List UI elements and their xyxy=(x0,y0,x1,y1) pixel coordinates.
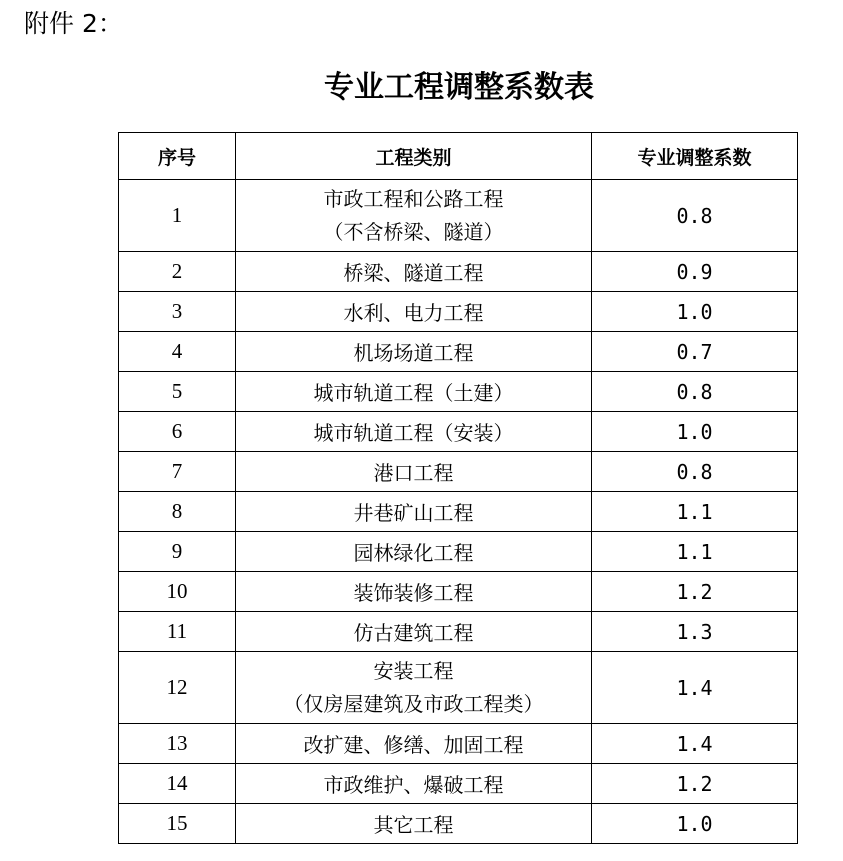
table-row xyxy=(119,492,798,532)
row-index: 4 xyxy=(119,332,236,372)
table-row xyxy=(119,652,798,724)
row-coefficient: 1.0 xyxy=(592,412,798,452)
row-coefficient: 0.8 xyxy=(592,372,798,412)
row-coefficient: 1.0 xyxy=(592,804,798,844)
table-row xyxy=(119,332,798,372)
table-row xyxy=(119,764,798,804)
row-coefficient: 0.7 xyxy=(592,332,798,372)
row-coefficient: 0.9 xyxy=(592,252,798,292)
row-category: 水利、电力工程 xyxy=(236,292,592,332)
row-index: 7 xyxy=(119,452,236,492)
row-category: 城市轨道工程（土建） xyxy=(236,372,592,412)
row-index: 10 xyxy=(119,572,236,612)
table-row xyxy=(119,532,798,572)
row-category: 装饰装修工程 xyxy=(236,572,592,612)
row-coefficient: 1.2 xyxy=(592,764,798,804)
row-category: 井巷矿山工程 xyxy=(236,492,592,532)
table-row xyxy=(119,412,798,452)
header-category: 工程类别 xyxy=(236,133,592,180)
row-coefficient: 0.8 xyxy=(592,180,798,252)
table-header xyxy=(119,133,798,180)
row-index: 9 xyxy=(119,532,236,572)
row-category xyxy=(236,180,592,252)
header-row xyxy=(119,133,798,180)
table-row xyxy=(119,612,798,652)
row-category: 港口工程 xyxy=(236,452,592,492)
category-note: （不含桥梁、隧道） xyxy=(323,219,504,244)
row-coefficient: 1.4 xyxy=(592,724,798,764)
row-index: 13 xyxy=(119,724,236,764)
row-index: 8 xyxy=(119,492,236,532)
category-note: （仅房屋建筑及市政工程类） xyxy=(283,691,544,716)
table-row xyxy=(119,724,798,764)
document-title: 专业工程调整系数表 xyxy=(324,70,594,105)
row-category: 其它工程 xyxy=(236,804,592,844)
row-index: 3 xyxy=(119,292,236,332)
row-coefficient: 1.1 xyxy=(592,492,798,532)
row-category: 园林绿化工程 xyxy=(236,532,592,572)
row-category xyxy=(236,652,592,724)
table-row xyxy=(119,372,798,412)
row-coefficient: 0.8 xyxy=(592,452,798,492)
header-index: 序号 xyxy=(119,133,236,180)
category-name: 安装工程 xyxy=(373,658,454,683)
row-coefficient: 1.1 xyxy=(592,532,798,572)
table-row xyxy=(119,804,798,844)
row-category: 市政维护、爆破工程 xyxy=(236,764,592,804)
row-coefficient: 1.4 xyxy=(592,652,798,724)
row-category: 桥梁、隧道工程 xyxy=(236,252,592,292)
header-coefficient: 专业调整系数 xyxy=(592,133,798,180)
row-coefficient: 1.3 xyxy=(592,612,798,652)
row-category: 改扩建、修缮、加固工程 xyxy=(236,724,592,764)
row-category: 仿古建筑工程 xyxy=(236,612,592,652)
category-name: 市政工程和公路工程 xyxy=(323,186,504,211)
row-coefficient: 1.2 xyxy=(592,572,798,612)
row-index: 14 xyxy=(119,764,236,804)
table-body xyxy=(119,180,798,844)
table-row xyxy=(119,452,798,492)
coefficient-table xyxy=(118,132,798,844)
table-row xyxy=(119,180,798,252)
row-index: 2 xyxy=(119,252,236,292)
row-category: 机场场道工程 xyxy=(236,332,592,372)
attachment-label: 附件 2： xyxy=(24,9,123,38)
row-coefficient: 1.0 xyxy=(592,292,798,332)
row-index: 6 xyxy=(119,412,236,452)
table-row xyxy=(119,252,798,292)
table-row xyxy=(119,292,798,332)
row-category: 城市轨道工程（安装） xyxy=(236,412,592,452)
row-index: 15 xyxy=(119,804,236,844)
row-index: 11 xyxy=(119,612,236,652)
row-index: 12 xyxy=(119,652,236,724)
row-index: 5 xyxy=(119,372,236,412)
table-row xyxy=(119,572,798,612)
row-index: 1 xyxy=(119,180,236,252)
